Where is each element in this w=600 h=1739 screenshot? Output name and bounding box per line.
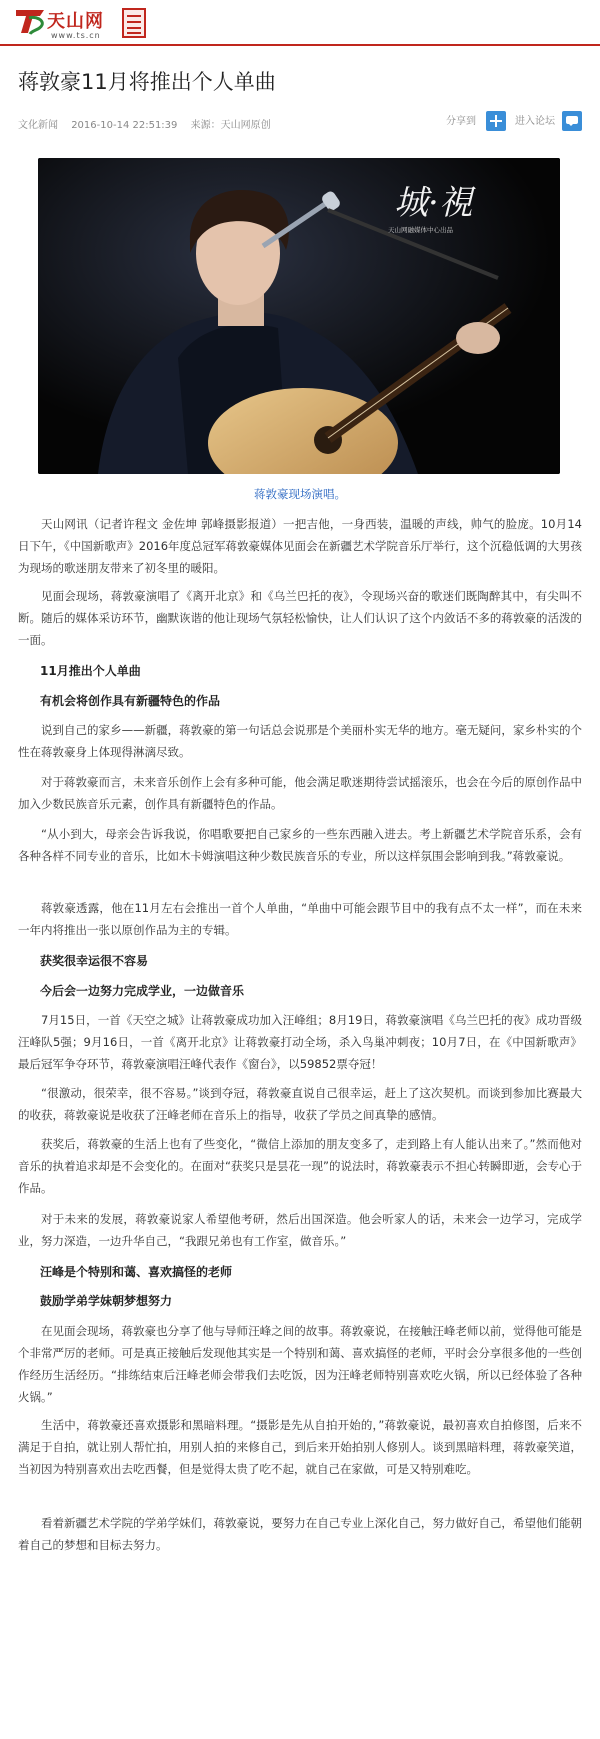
photo-watermark: 城·視 (394, 183, 473, 223)
paragraph-8: “很激动，很荣幸，很不容易。”谈到夺冠，蒋敦豪直说自己很幸运，赶上了这次契机。而谈到参加比赛最大的收获，蒋敦豪说是收获了汪峰老师在音乐上的指导，收获了学员之间真挚的感情。 (18, 1086, 582, 1122)
subheading-4: 今后会一边努力完成学业，一边做音乐 (40, 984, 245, 998)
logo-text: 天山网 (47, 11, 104, 32)
article-meta (18, 116, 281, 131)
paragraph-3: 说到自己的家乡——新疆，蒋敦豪的第一句话总会说那是个美丽朴实无华的地方。毫无疑问，家乡朴实的个性在蒋敦豪身上体现得淋漓尽致。 (18, 723, 582, 759)
article-title: 蒋敦豪11月将推出个人单曲 (18, 70, 276, 94)
paragraph-1: 天山网讯（记者许程文 金佐坤 郭峰摄影报道）一把吉他，一身西装，温暖的声线，帅气的脸庞。10月14日下午，《中国新歌声》2016年度总冠军蒋敦豪媒体见面会在新疆艺术学院音乐厅举行，这个沉稳低调的大男孩为现场的歌迷朋友带来了初冬里的暖阳。 (18, 517, 583, 575)
paragraph-9: 获奖后，蒋敦豪的生活上也有了些变化，“微信上添加的朋友变多了，走到路上有人能认出来了。”然而他对音乐的执着追求却是不会变化的。在面对“获奖只是昙花一现”的说法时，蒋敦豪表示不担心转瞬即逝，会专心于作品。 (18, 1137, 582, 1195)
site-header (0, 0, 600, 46)
photo-caption: 蒋敦豪现场演唱。 (254, 487, 346, 501)
subheading-1: 11月推出个人单曲 (40, 664, 141, 678)
paragraph-5: “从小到大，母亲会告诉我说，你唱歌要把自己家乡的一些东西融入进去。考上新疆艺术学院音乐系，会有各种各样不同专业的音乐，比如木卡姆演唱这种少数民族音乐的专业，所以这样氛围会影响到我。”蒋敦豪说。 (18, 827, 582, 863)
forum-chat-icon[interactable] (562, 111, 582, 131)
logo-url: www.ts.cn (51, 31, 101, 40)
site-logo[interactable] (14, 6, 114, 40)
performer-illustration (38, 158, 560, 474)
subheading-6: 鼓励学弟学妹朝梦想努力 (40, 1294, 173, 1308)
seal-icon (122, 8, 146, 38)
forum-link[interactable]: 进入论坛 (515, 116, 555, 127)
paragraph-4: 对于蒋敦豪而言，未来音乐创作上会有多种可能，他会满足歌迷期待尝试摇滚乐，也会在今后的原创作品中加入少数民族音乐元素，创作具有新疆特色的作品。 (18, 775, 582, 811)
subheading-5: 汪峰是个特别和蔼、喜欢搞怪的老师 (40, 1265, 233, 1279)
meta-source: 来源：天山网原创 (190, 120, 271, 131)
paragraph-6: 蒋敦豪透露，他在11月左右会推出一首个人单曲，“单曲中可能会跟节目中的我有点不太一样”，而在未来一年内将推出一张以原创作品为主的专辑。 (18, 901, 582, 937)
paragraph-11: 在见面会现场，蒋敦豪也分享了他与导师汪峰之间的故事。蒋敦豪说，在接触汪峰老师以前，觉得他可能是个非常严厉的老师。可是真正接触后发现他其实是一个特别和蔼、喜欢搞怪的老师，平时会分享很多他的一些创作经历生活经历。“排练结束后汪峰老师会带我们去吃饭，因为汪峰老师特别喜欢吃火锅，所以已经体验了各种火锅。” (18, 1324, 582, 1404)
paragraph-10: 对于未来的发展，蒋敦豪说家人希望他考研，然后出国深造。他会听家人的话，未来会一边学习，完成学业，努力深造，一边升华自己，“我跟兄弟也有工作室，做音乐。” (18, 1212, 582, 1248)
paragraph-2: 见面会现场，蒋敦豪演唱了《离开北京》和《乌兰巴托的夜》，令现场兴奋的歌迷们既陶醉其中，有尖叫不断。随后的媒体采访环节，幽默诙谐的他让现场气氛轻松愉快，让人们认识了这个内敛话不多的蒋敦豪的活泼的一面。 (18, 589, 582, 647)
meta-datetime: 2016-10-14 22:51:39 (71, 120, 178, 131)
subheading-2: 有机会将创作具有新疆特色的作品 (40, 694, 221, 708)
paragraph-12: 生活中，蒋敦豪还喜欢摄影和黑暗料理。“摄影是先从自拍开始的，”蒋敦豪说，最初喜欢自拍修图，后来不满足于自拍，就让别人帮忙拍，用别人拍的来修自己，到后来开始拍别人修别人。谈到黑暗料理，蒋敦豪笑道，当初因为特别喜欢出去吃西餐，但是觉得太贵了吃不起，就自己在家做，可是又特别难吃。 (18, 1418, 582, 1476)
paragraph-7: 7月15日，一首《天空之城》让蒋敦豪成功加入汪峰组；8月19日，蒋敦豪演唱《乌兰巴托的夜》成功晋级汪峰队5强；9月16日，一首《离开北京》让蒋敦豪打动全场，杀入鸟巢冲刺夜；10月7日，在《中国新歌声》最后冠军争夺环节，蒋敦豪演唱汪峰代表作《窗台》，以59852票夺冠！ (18, 1013, 582, 1071)
share-plus-icon[interactable] (486, 111, 506, 131)
article-photo (38, 158, 560, 474)
paragraph-13: 看着新疆艺术学院的学弟学妹们，蒋敦豪说，要努力在自己专业上深化自己，努力做好自己，希望他们能朝着自己的梦想和目标去努力。 (18, 1516, 582, 1552)
share-label: 分享到 (446, 116, 476, 127)
meta-category[interactable]: 文化新闻 (18, 120, 58, 131)
subheading-3: 获奖很幸运很不容易 (40, 954, 149, 968)
logo-mark-icon (14, 6, 48, 36)
photo-watermark-sub: 天山网融媒体中心出品 (388, 226, 453, 234)
